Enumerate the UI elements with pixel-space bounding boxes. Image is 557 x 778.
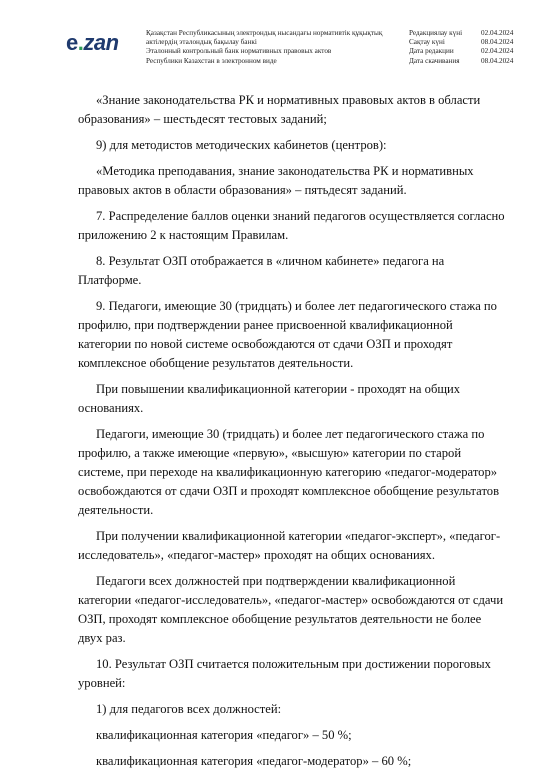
paragraph: 10. Результат ОЗП считается положительным при достижении пороговых уровней: <box>78 657 491 690</box>
paragraph: 9) для методистов методических кабинетов (центров): <box>96 138 387 152</box>
meta-row: Сақтау күні 08.04.2024 <box>409 38 514 47</box>
paragraph: 7. Распределение баллов оценки знаний педагогов осуществляется согласно приложению 2 к настоящим Правилам. <box>78 209 505 242</box>
paragraph: При получении квалификационной категории «педагог-эксперт», «педагог-исследователь», «педагог-мастер» проходят на общих основаниях. <box>78 529 501 562</box>
header-dates <box>409 29 549 66</box>
paragraph: 9. Педагоги, имеющие 30 (тридцать) и более лет педагогического стажа по профилю, при подтверждении ранее присвоенной квалификационной категории по новой системе освобождаются от сдачи ОЗП и проходят комплексное обобщение результатов деятельности. <box>78 299 497 370</box>
header-line: Республики Казахстан в электронном виде <box>146 56 277 65</box>
paragraph: 1) для педагогов всех должностей: <box>96 702 282 716</box>
paragraph: Педагоги всех должностей при подтверждении квалификационной категории «педагог-исследователь», «педагог-мастер» освобождаются от сдачи ОЗП, проходят комплексное обобщение результатов деятельности не более двух раз. <box>78 574 504 645</box>
paragraph: «Знание законодательства РК и нормативных правовых актов в области образования» – шестьдесят тестовых заданий; <box>78 93 481 126</box>
paragraph: Педагоги, имеющие 30 (тридцать) и более лет педагогического стажа по профилю, а также имеющие «первую», «высшую» категории по старой системе, при переходе на квалификационную категорию «педагог-модератор» освобождаются от сдачи ОЗП и проходят комплексное обобщение результатов деятельности. <box>78 427 500 517</box>
header-line: Эталонный контрольный банк нормативных правовых актов <box>146 47 332 56</box>
paragraph: «Методика преподавания, знание законодательства РК и нормативных правовых актов в области образования» – пятьдесят заданий. <box>78 164 474 197</box>
document-header <box>0 0 557 72</box>
meta-row: Дата скачивания 08.04.2024 <box>409 56 514 65</box>
meta-row: Дата редакции 02.04.2024 <box>409 47 514 56</box>
header-line: Қазақстан Республикасының электрондық нысандағы нормативтік құқықтық <box>146 29 383 37</box>
paragraph: При повышении квалификационной категории - проходят на общих основаниях. <box>78 382 461 415</box>
paragraph: квалификационная категория «педагог-модератор» – 60 %; <box>96 754 412 768</box>
paragraph: 8. Результат ОЗП отображается в «личном кабинете» педагога на Платформе. <box>78 254 445 287</box>
document-body <box>78 91 506 778</box>
ezan-logo: e.zan <box>66 30 119 55</box>
header-bank-title <box>146 29 396 66</box>
header-line: актілердің эталондық бақылау банкі <box>146 38 257 47</box>
meta-row: Редакциялау күні 02.04.2024 <box>409 29 514 37</box>
paragraph: квалификационная категория «педагог» – 50 %; <box>96 728 352 742</box>
